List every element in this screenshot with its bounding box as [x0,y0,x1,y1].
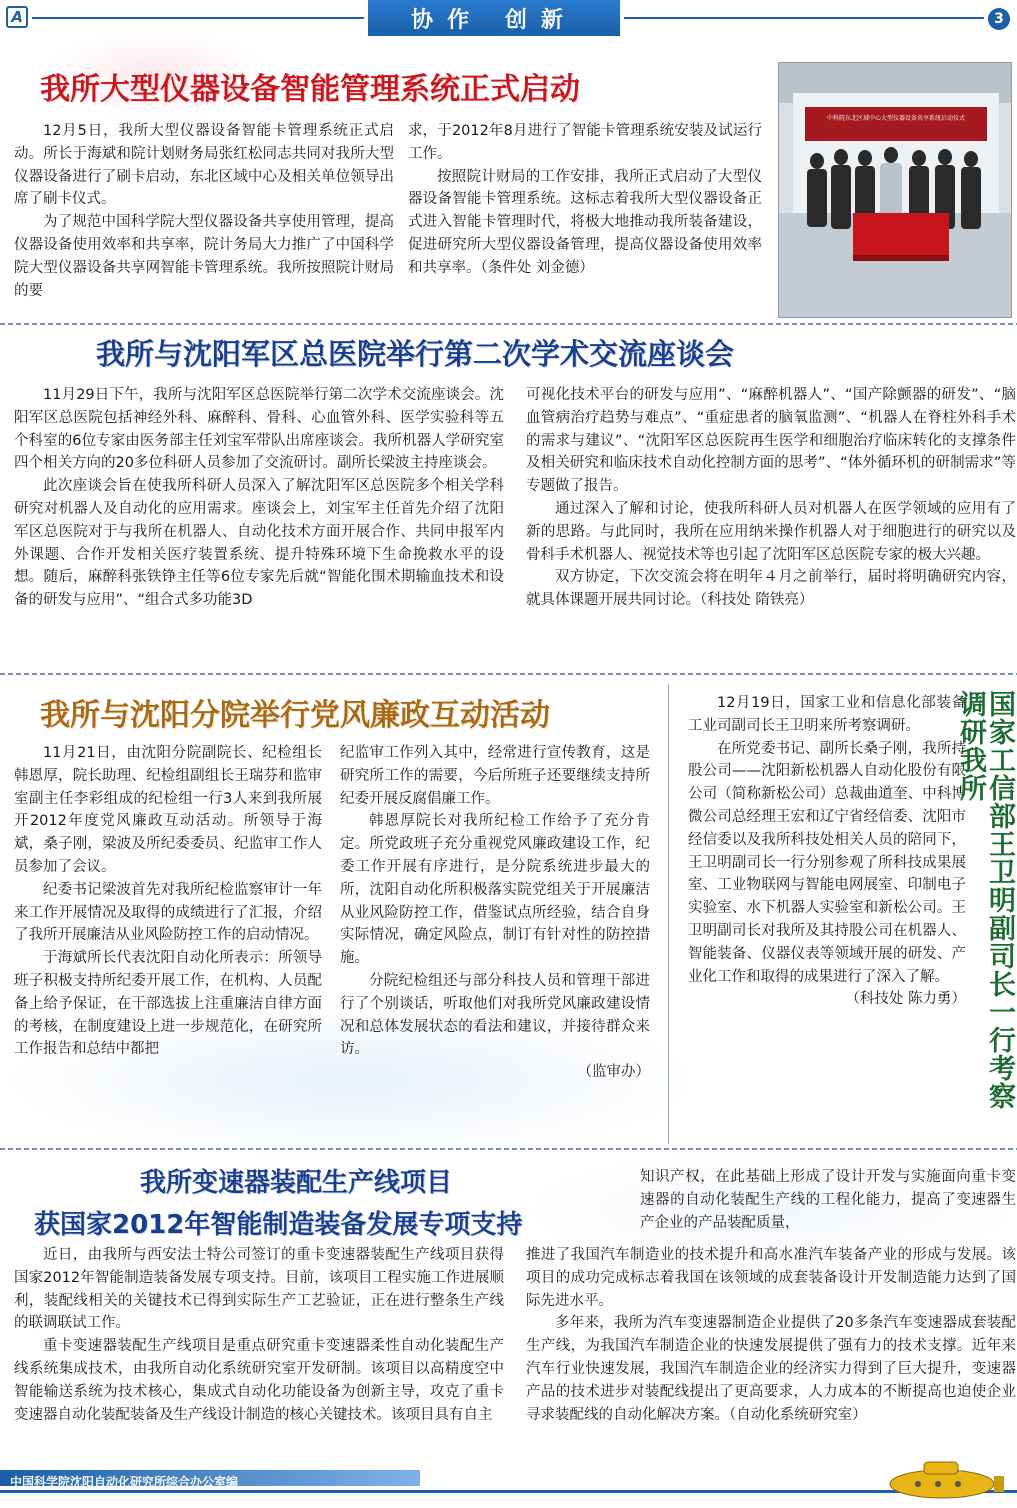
article5-title-line1: 我所变速器装配生产线项目 [140,1168,453,1198]
article2-title: 我所与沈阳军区总医院举行第二次学术交流座谈会 [96,337,735,371]
masthead-rule-right [624,17,984,19]
article5-col2-top [640,1166,1016,1234]
article1-col2 [408,120,762,280]
article1-col1 [14,120,394,302]
article5-title-line2: 获国家2012年智能制造装备发展专项支持 [34,1210,523,1240]
paragraph: 双方协定，下次交流会将在明年４月之前举行，届时将明确研究内容，就具体课题开展共同讨论。（科技处 隋铁亮） [526,569,1016,609]
paragraph: 11月21日，由沈阳分院副院长、纪检组长韩恩厚，院长助理、纪检组副组长王瑞芬和监审室副主任李彩组成的纪检组一行3人来到我所展开2012年度党风廉政互动活动。所领导于海斌，桑子刚，梁波及所纪委委员、纪监审工作人员参加了会议。 [14,745,322,875]
logo-letter: A [11,8,23,26]
paragraph: 于海斌所长代表沈阳自动化所表示：所领导班子积极支持所纪委开展工作，在机构、人员配备上给予保证，在干部选拔上注重廉洁自律方面的考核，在制度建设上进一步规范化，在研究所工作报告和总结中都把 [14,950,322,1058]
article2-col2 [526,384,1016,612]
paragraph: 近日，由我所与西安法士特公司签订的重卡变速器装配生产线项目获得国家2012年智能制造装备发展专项支持。目前，该项目工程实施工作进展顺利，装配线相关的关键技术已得到实际生产工艺验证，正在进行整条生产线的联调联试工作。 [14,1247,504,1332]
article1-title: 我所大型仪器设备智能管理系统正式启动 [40,72,580,107]
paragraph: 在所党委书记、副所长桑子刚，我所持股公司——沈阳新松机器人自动化股份有限公司（简称新松公司）总裁曲道奎、中科博微公司总经理王宏和辽宁省经信委、沈阳市经信委以及我所科技处相关人员的陪同下，王卫明副司长一行分别参观了所科技成果展室、工业物联网与智能电网展室、印制电子实验室、水下机器人实验室和新松公司。王卫明副司长对我所及其持股公司在机器人、智能装备、仪器仪表等领域开展的研发、产业化工作和取得的成果进行了深入了解。 [688,740,966,985]
footer-rule [0,1490,1017,1493]
paragraph: 重卡变速器装配生产线项目是重点研究重卡变速器柔性自动化装配生产线系统集成技术，由我所自动化系统研究室开发研制。该项目以高精度空中智能输送系统为技术核心，集成式自动化功能设备为创新主导，攻克了重卡变速器自动化装配装备及生产线设计制造的核心关键技术。该项目具有自主 [14,1338,504,1423]
byline: （监审办） [577,1064,650,1081]
paragraph: 12月5日，我所大型仪器设备智能卡管理系统正式启动。所长于海斌和院计划财务局张红松同志共同对我所大型仪器设备进行了刷卡启动，东北区域中心及相关单位领导出席了刷卡仪式。 [14,123,394,208]
paragraph: 推进了我国汽车制造业的技术提升和高水准汽车装备产业的形成与发展。该项目的成功完成标志着我国在该领域的成套装备设计开发制造能力达到了国际先进水平。 [526,1247,1016,1309]
submarine-icon [878,1448,1008,1504]
paragraph: 知识产权，在此基础上形成了设计开发与实施面向重卡变速器的自动化装配生产线的工程化能力，提高了变速器生产企业的产品装配质量， [640,1169,1016,1231]
paragraph: 多年来，我所为汽车变速器制造企业提供了20多条汽车变速器成套装配生产线，为我国汽车制造企业的快速发展提供了强有力的技术支撑。近年来汽车行业快速发展，我国汽车制造企业的经济实力得到了巨大提升，变速器产品的技术进步对装配线提出了更高要求，人力成本的不断提高也迫使企业寻求装配线的自动化解决方案。（自动化系统研究室） [526,1315,1016,1423]
article5-col2 [526,1244,1016,1426]
photo-illustration [779,63,1012,318]
article4-title: 国家工信部王卫明副司长一行考察调研我所 [955,690,1015,1110]
footer-text: 中国科学院沈阳自动化研究所综合办公室编 [10,1475,239,1489]
masthead [0,0,1017,40]
masthead-rule-left [32,17,364,19]
section-divider [0,323,1017,325]
section-divider [0,1148,1017,1150]
paragraph: 按照院计财局的工作安排，我所正式启动了大型仪器设备智能卡管理系统。这标志着我所大型仪器设备正式进入智能卡管理时代，将极大地推动我所装备建设，促进研究所大型仪器设备管理，提高仪器设备使用效率和共享率。（条件处 刘金德） [408,168,762,276]
section-title: 协作 创新 [368,0,620,36]
launch-ceremony-photo [778,62,1012,318]
institute-logo-icon [6,6,28,28]
page-number: 3 [988,8,1010,30]
paragraph: 分院纪检组还与部分科技人员和管理干部进行了个别谈话，听取他们对我所党风廉政建设情况和总体发展状态的看法和建议，并接待群众来访。 [340,972,650,1058]
column-divider [668,684,669,1144]
paragraph: 12月19日，国家工业和信息化部装备工业司副司长王卫明来所考察调研。 [688,695,966,734]
paragraph: 通过深入了解和讨论，使我所科研人员对机器人在医学领域的应用有了新的思路。与此同时，我所在应用纳米操作机器人对于细胞进行的研究以及骨科手术机器人、视觉技术等也引起了沈阳军区总医院专家的极大兴趣。 [526,500,1016,563]
article3-col1 [14,742,322,1061]
section-divider [0,673,1017,675]
article3-title: 我所与沈阳分院举行党风廉政互动活动 [40,698,550,733]
paragraph: 纪委书记梁波首先对我所纪检监察审计一年来工作开展情况及取得的成绩进行了汇报，介绍了我所开展廉洁从业风险防控工作的启动情况。 [14,881,322,944]
paragraph: 求，于2012年8月进行了智能卡管理系统安装及试运行工作。 [408,123,762,162]
article5-col1 [14,1244,504,1426]
paragraph: 韩恩厚院长对我所纪检工作给予了充分肯定。所党政班子充分重视党风廉政建设工作，纪委工作开展有序进行，是分院系统进步最大的所，沈阳自动化所积极落实院党组关于开展廉洁从业风险防控工作，借鉴试点所经验，结合自身实际情况，确定风险点，制订有针对性的防控措施。 [340,813,650,967]
article4-body [688,692,966,1011]
article3-col2 [340,742,650,1084]
byline: （科技处 陈力勇） [845,991,966,1008]
paragraph: 此次座谈会旨在使我所科研人员深入了解沈阳军区总医院多个相关学科研究对机器人及自动化的应用需求。座谈会上，刘宝军主任首先介绍了沈阳军区总医院对于与我所在机器人、自动化技术方面开展合作、共同申报军内外课题、合作开发相关医疗装置系统、提升特殊环境下生命挽救水平的设想。随后，麻醉科张铁铮主任等6位专家先后就“智能化围术期输血技术和设备的研发与应用”、“组合式多功能3D [14,478,504,609]
paragraph: 纪监审工作列入其中，经常进行宣传教育，这是研究所工作的需要，今后所班子还要继续支持所纪委开展反腐倡廉工作。 [340,745,650,807]
article2-col1 [14,384,504,612]
paragraph: 为了规范中国科学院大型仪器设备共享使用管理，提高仪器设备使用效率和共享率，院计务局大力推广了中国科学院大型仪器设备共享网智能卡管理系统。我所按照院计财局的要 [14,214,394,299]
paragraph: 11月29日下午，我所与沈阳军区总医院举行第二次学术交流座谈会。沈阳军区总医院包括神经外科、麻醉科、骨科、心血管外科、医学实验科等五个科室的6位专家由医务部主任刘宝军带队出席座谈会。我所机器人学研究室四个相关方向的20多位科研人员参加了交流研讨。副所长梁波主持座谈会。 [14,387,504,472]
photo-banner-text: 中科院东北区域中心大型仪器设备共享系统启动仪式 [826,115,966,122]
paragraph: 可视化技术平台的研发与应用”、“麻醉机器人”、“国产除颤器的研发”、“脑血管病治疗趋势与难点”、“重症患者的脑氧监测”、“机器人在脊柱外科手术的需求与建议”、“沈阳军区总医院再生医学和细胞治疗临床转化的支撑条件及相关研究和临床技术自动化控制方面的思考”、“体外循环机的研制需求”等专题做了报告。 [526,387,1016,495]
